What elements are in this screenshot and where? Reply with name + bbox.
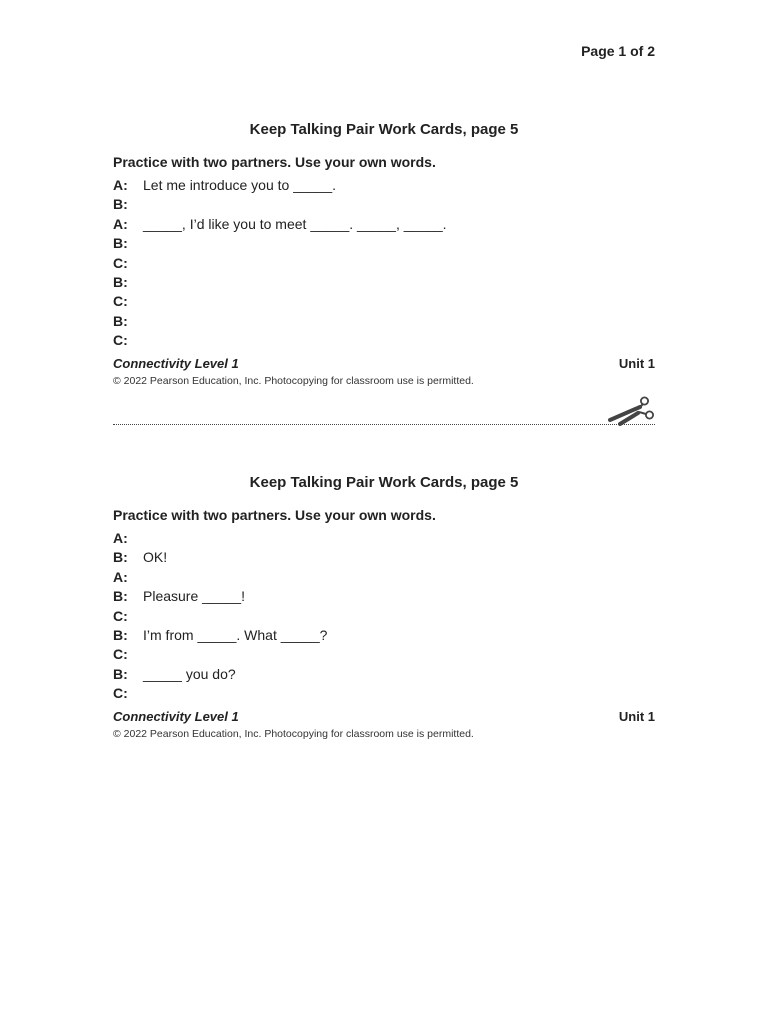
speaker-label: B:	[113, 196, 128, 213]
unit-label: Unit 1	[618, 355, 655, 371]
speaker-label: C:	[113, 254, 128, 271]
line-text: OK!	[143, 549, 168, 566]
pair-work-card-2	[113, 473, 655, 740]
speaker-label: A:	[113, 568, 128, 585]
speaker-label: B:	[113, 665, 128, 682]
level-label: Connectivity Level 1	[113, 708, 239, 724]
card-footer	[113, 708, 655, 726]
dialogue-line	[113, 568, 655, 587]
dialogue-line	[113, 548, 655, 567]
dialogue-line	[113, 684, 655, 703]
speaker-label: C:	[113, 685, 128, 702]
copyright-notice: © 2022 Pearson Education, Inc. Photocopying for classroom use is permitted.	[113, 374, 474, 387]
dialogue-line	[113, 587, 655, 606]
dialogue-line	[113, 312, 655, 331]
dialogue-line	[113, 331, 655, 350]
dialogue-line	[113, 626, 655, 645]
dialogue-line	[113, 234, 655, 253]
dialogue-lines	[113, 176, 655, 351]
card-instructions: Practice with two partners. Use your own words.	[113, 154, 436, 170]
card-title: Keep Talking Pair Work Cards, page 5	[249, 121, 519, 138]
dialogue-line	[113, 273, 655, 292]
pair-work-card-1	[113, 120, 655, 387]
dialogue-lines	[113, 529, 655, 704]
speaker-label: A:	[113, 215, 128, 232]
dialogue-line	[113, 292, 655, 311]
line-text: Let me introduce you to _____.	[143, 177, 337, 193]
unit-label: Unit 1	[618, 708, 655, 724]
line-text: _____, I’d like you to meet _____. _____, _____.	[143, 215, 447, 232]
speaker-label: C:	[113, 293, 128, 310]
speaker-label: B:	[113, 312, 128, 329]
line-text: I’m from _____. What _____?	[143, 626, 328, 643]
dialogue-line	[113, 254, 655, 273]
speaker-label: B:	[113, 626, 128, 643]
speaker-label: C:	[113, 607, 128, 624]
speaker-label: A:	[113, 177, 128, 193]
line-text: _____ you do?	[143, 665, 236, 682]
card-title: Keep Talking Pair Work Cards, page 5	[249, 474, 519, 491]
dialogue-line	[113, 529, 655, 548]
speaker-label: C:	[113, 332, 128, 349]
dialogue-line	[113, 607, 655, 626]
level-label: Connectivity Level 1	[113, 355, 239, 371]
speaker-label: B:	[113, 235, 128, 252]
line-text: Pleasure _____!	[143, 588, 245, 605]
cut-line	[113, 424, 655, 425]
card-instructions: Practice with two partners. Use your own words.	[113, 507, 436, 523]
copyright-notice: © 2022 Pearson Education, Inc. Photocopying for classroom use is permitted.	[113, 727, 474, 740]
dialogue-line	[113, 195, 655, 214]
speaker-label: B:	[113, 273, 128, 290]
dialogue-line	[113, 665, 655, 684]
dialogue-line	[113, 215, 655, 234]
dialogue-line	[113, 645, 655, 664]
speaker-label: B:	[113, 588, 128, 605]
card-footer	[113, 355, 655, 373]
page-indicator: Page 1 of 2	[581, 43, 655, 59]
speaker-label: A:	[113, 530, 128, 546]
speaker-label: B:	[113, 549, 128, 566]
dialogue-line	[113, 176, 655, 195]
speaker-label: C:	[113, 646, 128, 663]
scissors-icon	[606, 396, 656, 428]
